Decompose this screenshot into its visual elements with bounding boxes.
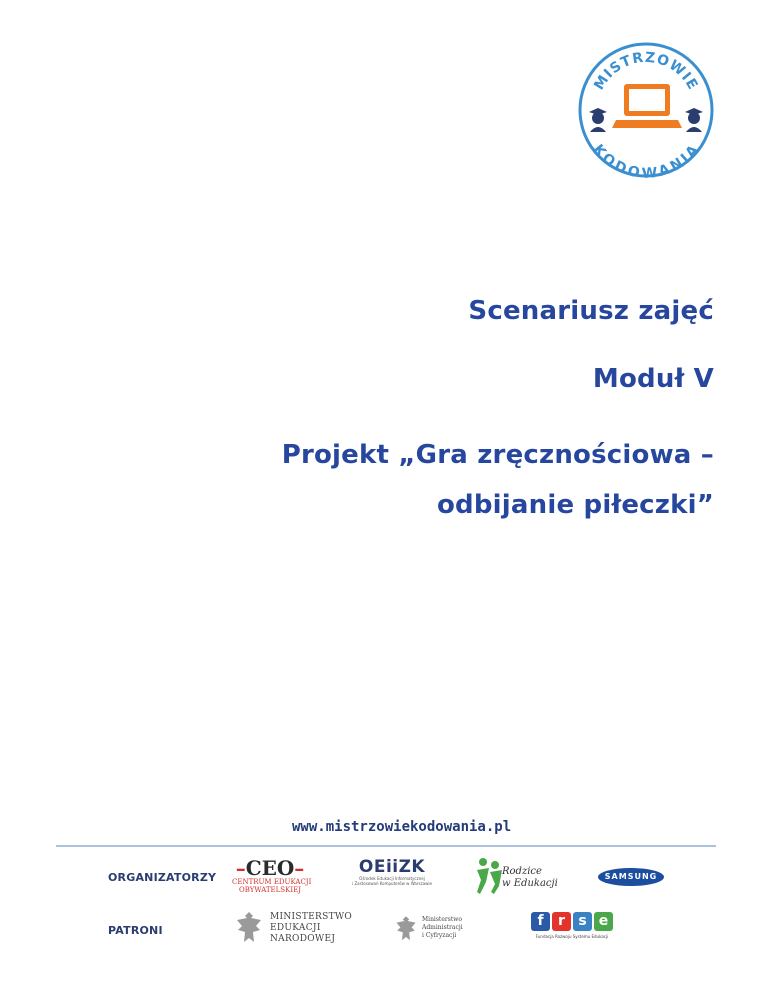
- ceo-logo-line1: CENTRUM EDUKACJI: [232, 878, 312, 886]
- men-logo: [234, 910, 353, 950]
- oeiizk-logo: [350, 858, 434, 886]
- frse-tile-e: e: [594, 912, 613, 931]
- frse-tile-s: s: [573, 912, 592, 931]
- rodzice-figures-icon: [474, 856, 504, 896]
- ceo-logo: –CEO– CENTRUM EDUKACJI OBYWATELSKIEJ: [232, 856, 312, 894]
- frse-tile-f: f: [531, 912, 550, 931]
- eagle-emblem-icon: [394, 914, 418, 944]
- oeiizk-logo-line1: Ośrodek Edukacji Informatycznej: [359, 876, 425, 881]
- document-title: Scenariusz zajęć: [468, 296, 714, 326]
- rodzice-w-edukacji-logo: [474, 856, 558, 896]
- mac-logo-line3: i Cyfryzacji: [422, 932, 457, 939]
- patrons-label: PATRONI: [108, 924, 163, 937]
- frse-tile-r: r: [552, 912, 571, 931]
- ceo-logo-text: CEO: [245, 856, 295, 880]
- frse-tagline: Fundacja Rozwoju Systemu Edukacji: [535, 934, 609, 939]
- oeiizk-logo-line2: i Zastosowań Komputerów w Warszawie: [352, 881, 432, 886]
- men-logo-line2: EDUKACJI: [270, 923, 321, 933]
- eagle-emblem-icon: [234, 910, 264, 946]
- oeiizk-logo-text: OEiiZK: [358, 857, 426, 877]
- logo-top-text: MISTRZOWIE: [591, 49, 701, 94]
- men-logo-line3: NARODOWEJ: [270, 934, 336, 944]
- project-title-line2: odbijanie piłeczki”: [436, 490, 714, 520]
- logo-bottom-text: KODOWANIA: [589, 141, 703, 180]
- website-link[interactable]: www.mistrzowiekodowania.pl: [292, 819, 512, 835]
- mac-logo: [394, 914, 494, 948]
- mistrzowie-kodowania-logo: [576, 40, 716, 180]
- ceo-logo-line2: OBYWATELSKIEJ: [238, 886, 302, 894]
- footer-divider: [56, 845, 716, 847]
- rodzice-logo-line1: Rodzice: [502, 866, 542, 877]
- frse-logo: [528, 912, 616, 948]
- organizers-label: ORGANIZATORZY: [108, 871, 217, 884]
- men-logo-line1: MINISTERSTWO: [270, 912, 353, 922]
- rodzice-logo-line2: w Edukacji: [502, 878, 558, 889]
- mac-logo-line1: Ministerstwo: [422, 916, 462, 923]
- mac-logo-line2: Administracji: [422, 924, 463, 931]
- module-title: Moduł V: [592, 364, 714, 394]
- project-title-line1: Projekt „Gra zręcznościowa –: [281, 440, 714, 470]
- samsung-logo: SAMSUNG: [598, 868, 664, 886]
